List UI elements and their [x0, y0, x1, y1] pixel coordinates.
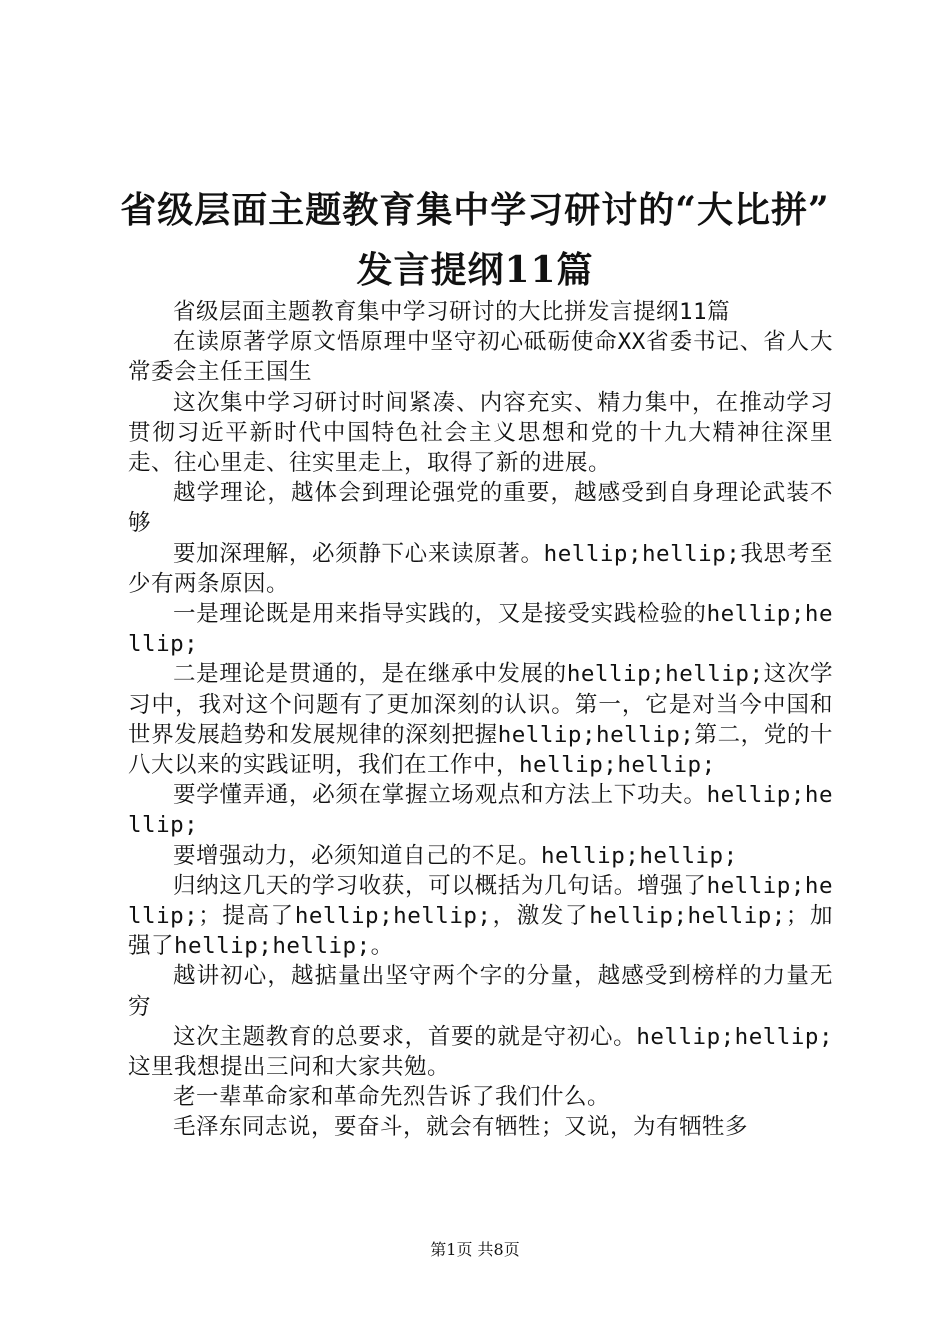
paragraph: 归纳这几天的学习收获，可以概括为几句话。增强了hellip;hellip;；提高了hellip;hellip;，激发了hellip;hellip;；加强了hellip;hellip;。 [128, 872, 833, 960]
paragraph: 毛泽东同志说，要奋斗，就会有牺牲；又说，为有牺牲多 [173, 1114, 749, 1141]
paragraph: 一是理论既是用来指导实践的，又是接受实践检验的hellip;hellip; [128, 601, 833, 658]
paragraph: 越讲初心，越掂量出坚守两个字的分量，越感受到榜样的力量无穷 [128, 963, 833, 1020]
paragraph: 要学懂弄通，必须在掌握立场观点和方法上下功夫。hellip;hellip; [128, 782, 833, 839]
paragraph: 老一辈革命家和革命先烈告诉了我们什么。 [173, 1084, 611, 1111]
paragraph: 这次主题教育的总要求，首要的就是守初心。hellip;hellip;这里我想提出三问和大家共勉。 [128, 1023, 833, 1081]
paragraph: 省级层面主题教育集中学习研讨的大比拼发言提纲11篇 [173, 299, 731, 325]
paragraph: 越学理论，越体会到理论强党的重要，越感受到自身理论武装不够 [128, 480, 833, 537]
paragraph: 要加深理解，必须静下心来读原著。hellip;hellip;我思考至少有两条原因。 [128, 540, 833, 597]
paragraph: 要增强动力，必须知道自己的不足。hellip;hellip; [173, 842, 738, 869]
paragraph: 二是理论是贯通的，是在继承中发展的hellip;hellip;这次学习中，我对这个问题有了更加深刻的认识。第一，它是对当今中国和世界发展趋势和发展规律的深刻把握hellip;hellip;第二，党的十八大以来的实践证明，我们在工作中，hellip;hellip; [128, 661, 833, 779]
paragraph: 这次集中学习研讨时间紧凑、内容充实、精力集中，在推动学习贯彻习近平新时代中国特色社会主义思想和党的十九大精神往深里走、往心里走、往实里走上，取得了新的进展。 [128, 389, 833, 477]
document-title-line2: 发言提纲11篇 [356, 249, 594, 291]
page-footer: 第1页 共8页 [430, 1240, 520, 1259]
document-body [128, 297, 833, 1143]
paragraph: 在读原著学原文悟原理中坚守初心砥砺使命XX省委书记、省人大常委会主任王国生 [128, 329, 833, 386]
document-title-line1: 省级层面主题教育集中学习研讨的“大比拼” [120, 189, 830, 231]
